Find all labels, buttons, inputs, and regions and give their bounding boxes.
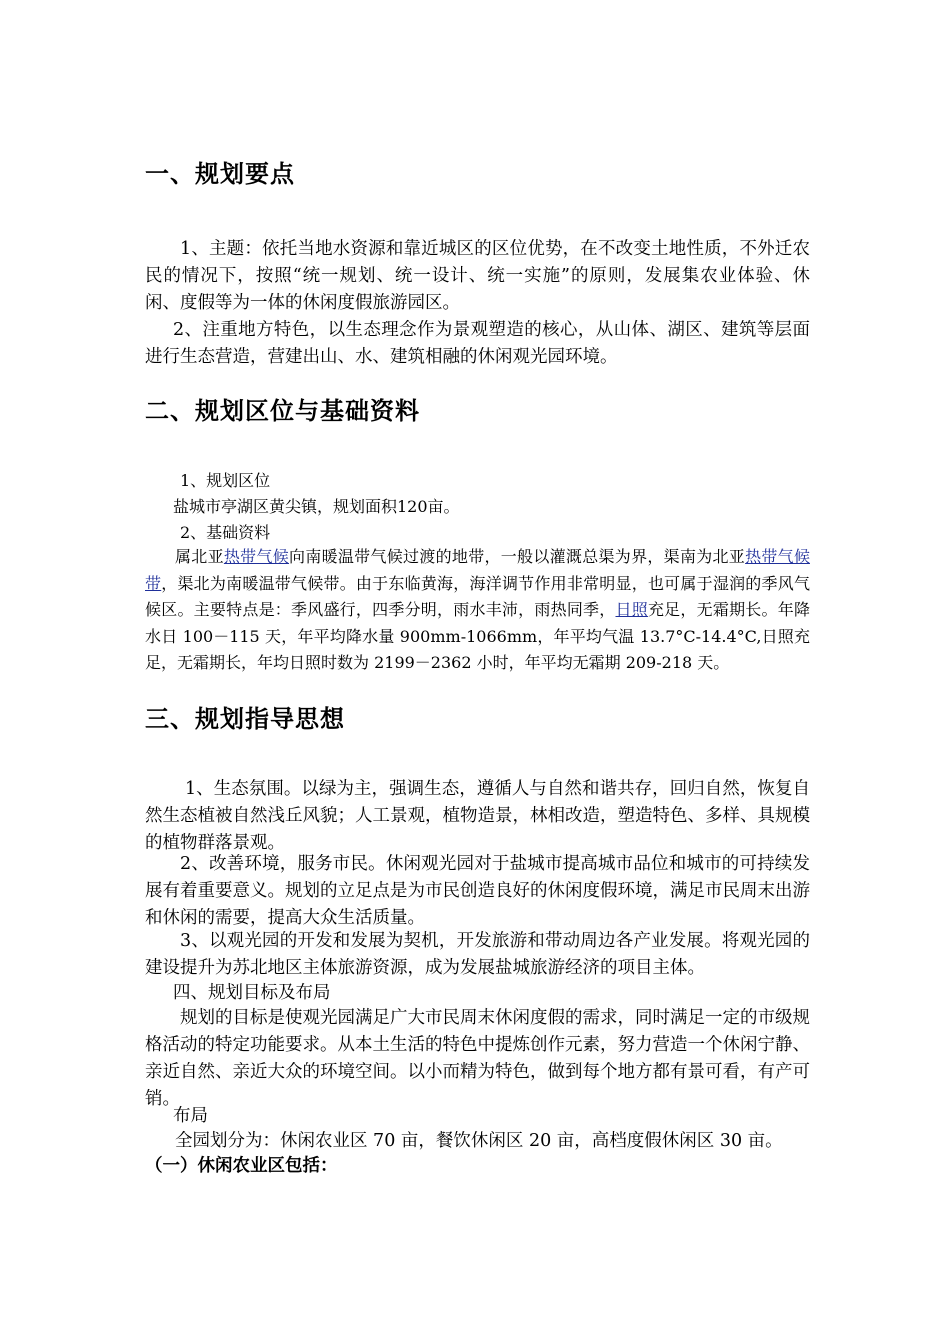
link-sunshine[interactable]: 日照: [615, 600, 648, 619]
link-tropical-climate[interactable]: 热带气候: [223, 547, 290, 566]
paragraph-development: 3、以观光园的开发和发展为契机，开发旅游和带动周边各产业发展。将观光园的建设提升为苏北地区主体旅游资源，成为发展盐城旅游经济的项目主体。: [145, 931, 810, 978]
paragraph-ecology: 1、生态氛围。以绿为主，强调生态，遵循人与自然和谐共存，回归自然，恢复自然生态植被自然浅丘风貌；人工景观，植物造景，林相改造，塑造特色、多样、具规模的植物群落景观。: [145, 779, 810, 853]
section-heading-3: 三、规划指导思想: [145, 704, 345, 733]
paragraph-local-features: 2、注重地方特色，以生态理念作为景观塑造的核心，从山体、湖区、建筑等层面进行生态营造，营建出山、水、建筑相融的休闲观光园环境。: [145, 320, 810, 367]
subheading-basic-data: 2、基础资料: [180, 523, 271, 542]
climate-text-1: 属北亚: [175, 547, 224, 566]
section-heading-1: 一、规划要点: [145, 159, 295, 188]
climate-text-3: ，渠北为南暖温带气候带。由于东临黄海，海洋调节作用非常明显，也可属于湿润的季风气候区。主要特点是：季风盛行，四季分明，雨水丰沛，雨热同季，: [145, 573, 810, 619]
paragraph-layout: 全园划分为：休闲农业区 70 亩，餐饮休闲区 20 亩，高档度假休闲区 30 亩。: [175, 1131, 783, 1151]
paragraph-theme: 1、主题：依托当地水资源和靠近城区的区位优势，在不改变土地性质，不外迁农民的情况下，按照“统一规划、统一设计、统一实施”的原则，发展集农业体验、休闲、度假等为一体的休闲度假旅游园区。: [145, 239, 810, 313]
subheading-location: 1、规划区位: [180, 471, 271, 490]
section-heading-2: 二、规划区位与基础资料: [145, 396, 420, 425]
subheading-goals-layout: 四、规划目标及布局: [173, 983, 331, 1003]
paragraph-location: 盐城市亭湖区黄尖镇，规划面积120亩。: [173, 497, 460, 516]
paragraph-environment: 2、改善环境，服务市民。休闲观光园对于盐城市提高城市品位和城市的可持续发展有着重要意义。规划的立足点是为市民创造良好的休闲度假环境，满足市民周末出游和休闲的需要，提高大众生活质量。: [145, 854, 810, 928]
subheading-layout: 布局: [173, 1106, 208, 1126]
climate-text-2: 向南暖温带气候过渡的地带，一般以灌溉总渠为界，渠南为北亚: [289, 547, 746, 566]
paragraph-goals: 规划的目标是使观光园满足广大市民周末休闲度假的需求，同时满足一定的市级规格活动的特定功能要求。从本土生活的特色中提炼创作元素，努力营造一个休闲宁静、亲近自然、亲近大众的环境空间。以小而精为特色，做到每个地方都有景可看，有产可销。: [145, 1008, 810, 1109]
link-tropical-climate-zone[interactable]: 热带气候带: [145, 547, 810, 593]
climate-text-4: 充足，无霜期长。年降水日 100－115 天，年平均降水量 900mm-1066mm，年平均气温 13.7°C-14.4°C,日照充足，无霜期长，年均日照时数为 2199－2362 小时，年平均无霜期 209-218 天。: [145, 600, 810, 672]
subheading-agri-zone: （一）休闲农业区包括：: [145, 1156, 338, 1176]
paragraph-climate: [145, 544, 810, 677]
